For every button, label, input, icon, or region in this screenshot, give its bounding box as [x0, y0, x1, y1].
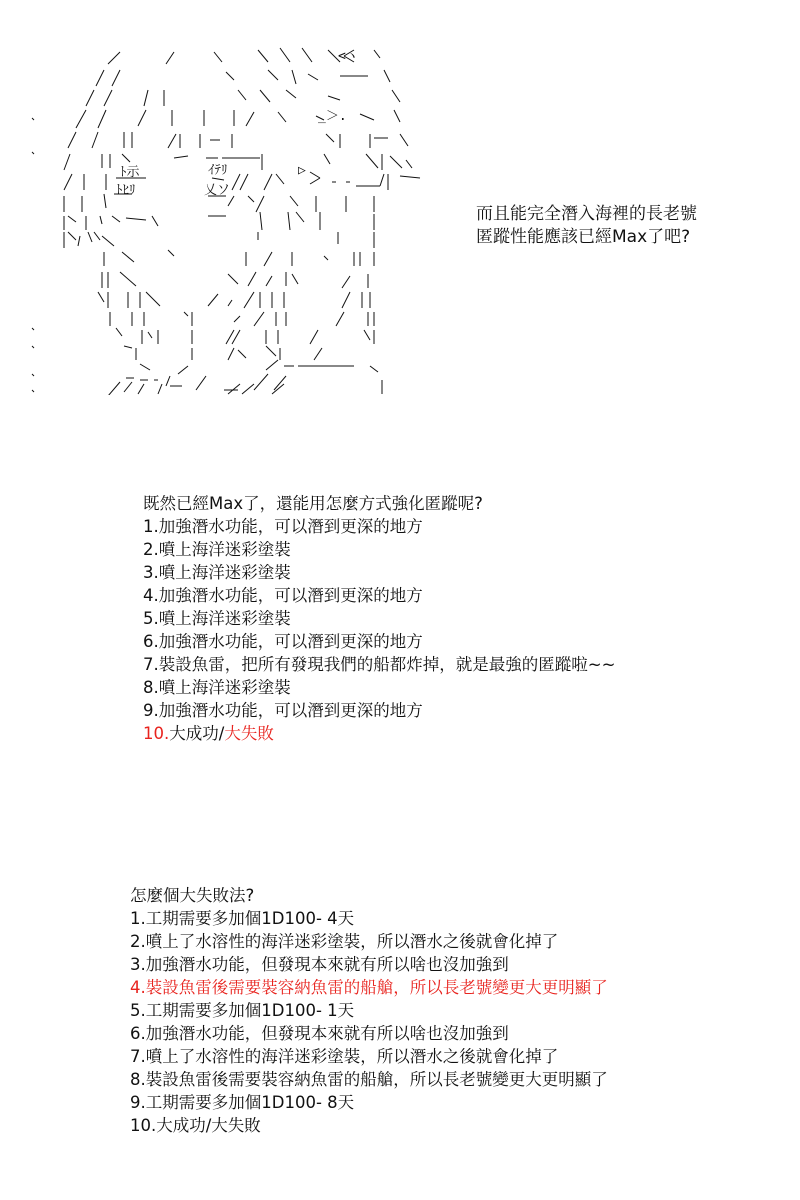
list-item-highlighted: 4.裝設魚雷後需要裝容納魚雷的船艙，所以長老號變更大更明顯了 — [130, 978, 608, 997]
character-dialogue — [476, 203, 697, 249]
dialogue-line: 匿蹤性能應該已經Max了吧? — [476, 227, 691, 247]
svg-text:乂ソ: 乂ソ — [204, 183, 231, 198]
svg-text:ﾄ示: ﾄ示 — [120, 165, 140, 180]
list-item: 6.加強潛水功能，可以潛到更深的地方 — [143, 632, 423, 651]
list-item: 9.工期需要多加個1D100- 8天 — [130, 1093, 355, 1112]
list-item: 2.噴上海洋迷彩塗裝 — [143, 540, 291, 559]
list-item: 1.加強潛水功能，可以潛到更深的地方 — [143, 517, 423, 536]
list-item: 6.加強潛水功能，但發現本來就有所以啥也沒加強到 — [130, 1024, 509, 1043]
svg-text:▷: ▷ — [298, 163, 306, 178]
list-item: 1.工期需要多加個1D100- 4天 — [130, 909, 355, 928]
failure-list — [130, 884, 608, 1137]
svg-text:ﾄﾋﾘ: ﾄﾋﾘ — [116, 183, 136, 198]
list-item: 5.噴上海洋迷彩塗裝 — [143, 609, 291, 628]
list-item: 7.裝設魚雷，把所有發現我們的船都炸掉，就是最強的匿蹤啦~~ — [143, 655, 616, 674]
svg-text:_＞.: _＞. — [318, 109, 347, 124]
failure-title: 怎麼個大失敗法? — [130, 886, 255, 905]
svg-text:ｲﾃﾘ: ｲﾃﾘ — [208, 163, 228, 178]
list-item: 2.噴上了水溶性的海洋迷彩塗裝，所以潛水之後就會化掉了 — [130, 932, 559, 951]
list-item: 8.噴上海洋迷彩塗裝 — [143, 678, 291, 697]
list-item: 10.大成功/大失敗 — [130, 1116, 261, 1135]
list-item: 7.噴上了水溶性的海洋迷彩塗裝，所以潛水之後就會化掉了 — [130, 1047, 559, 1066]
options-list — [143, 492, 615, 745]
ascii-art-character — [28, 40, 448, 395]
dialogue-line: 而且能完全潛入海裡的長老號 — [476, 204, 697, 224]
list-item: 8.裝設魚雷後需要裝容納魚雷的船艙，所以長老號變更大更明顯了 — [130, 1070, 608, 1089]
critical-success-label: 大成功/ — [169, 724, 225, 743]
svg-text:<ヽ: <ヽ — [338, 49, 359, 64]
list-item-critical — [143, 722, 615, 745]
critical-number: 10. — [143, 724, 170, 743]
list-item: 9.加強潛水功能，可以潛到更深的地方 — [143, 701, 423, 720]
list-item: 3.加強潛水功能，但發現本來就有所以啥也沒加強到 — [130, 955, 509, 974]
ascii-art-drawing — [28, 40, 448, 395]
list-item: 5.工期需要多加個1D100- 1天 — [130, 1001, 355, 1020]
critical-fail-label: 大失敗 — [224, 724, 274, 743]
list-item: 3.噴上海洋迷彩塗裝 — [143, 563, 291, 582]
list-item: 4.加強潛水功能，可以潛到更深的地方 — [143, 586, 423, 605]
options-title: 既然已經Max了，還能用怎麼方式強化匿蹤呢? — [143, 494, 483, 513]
